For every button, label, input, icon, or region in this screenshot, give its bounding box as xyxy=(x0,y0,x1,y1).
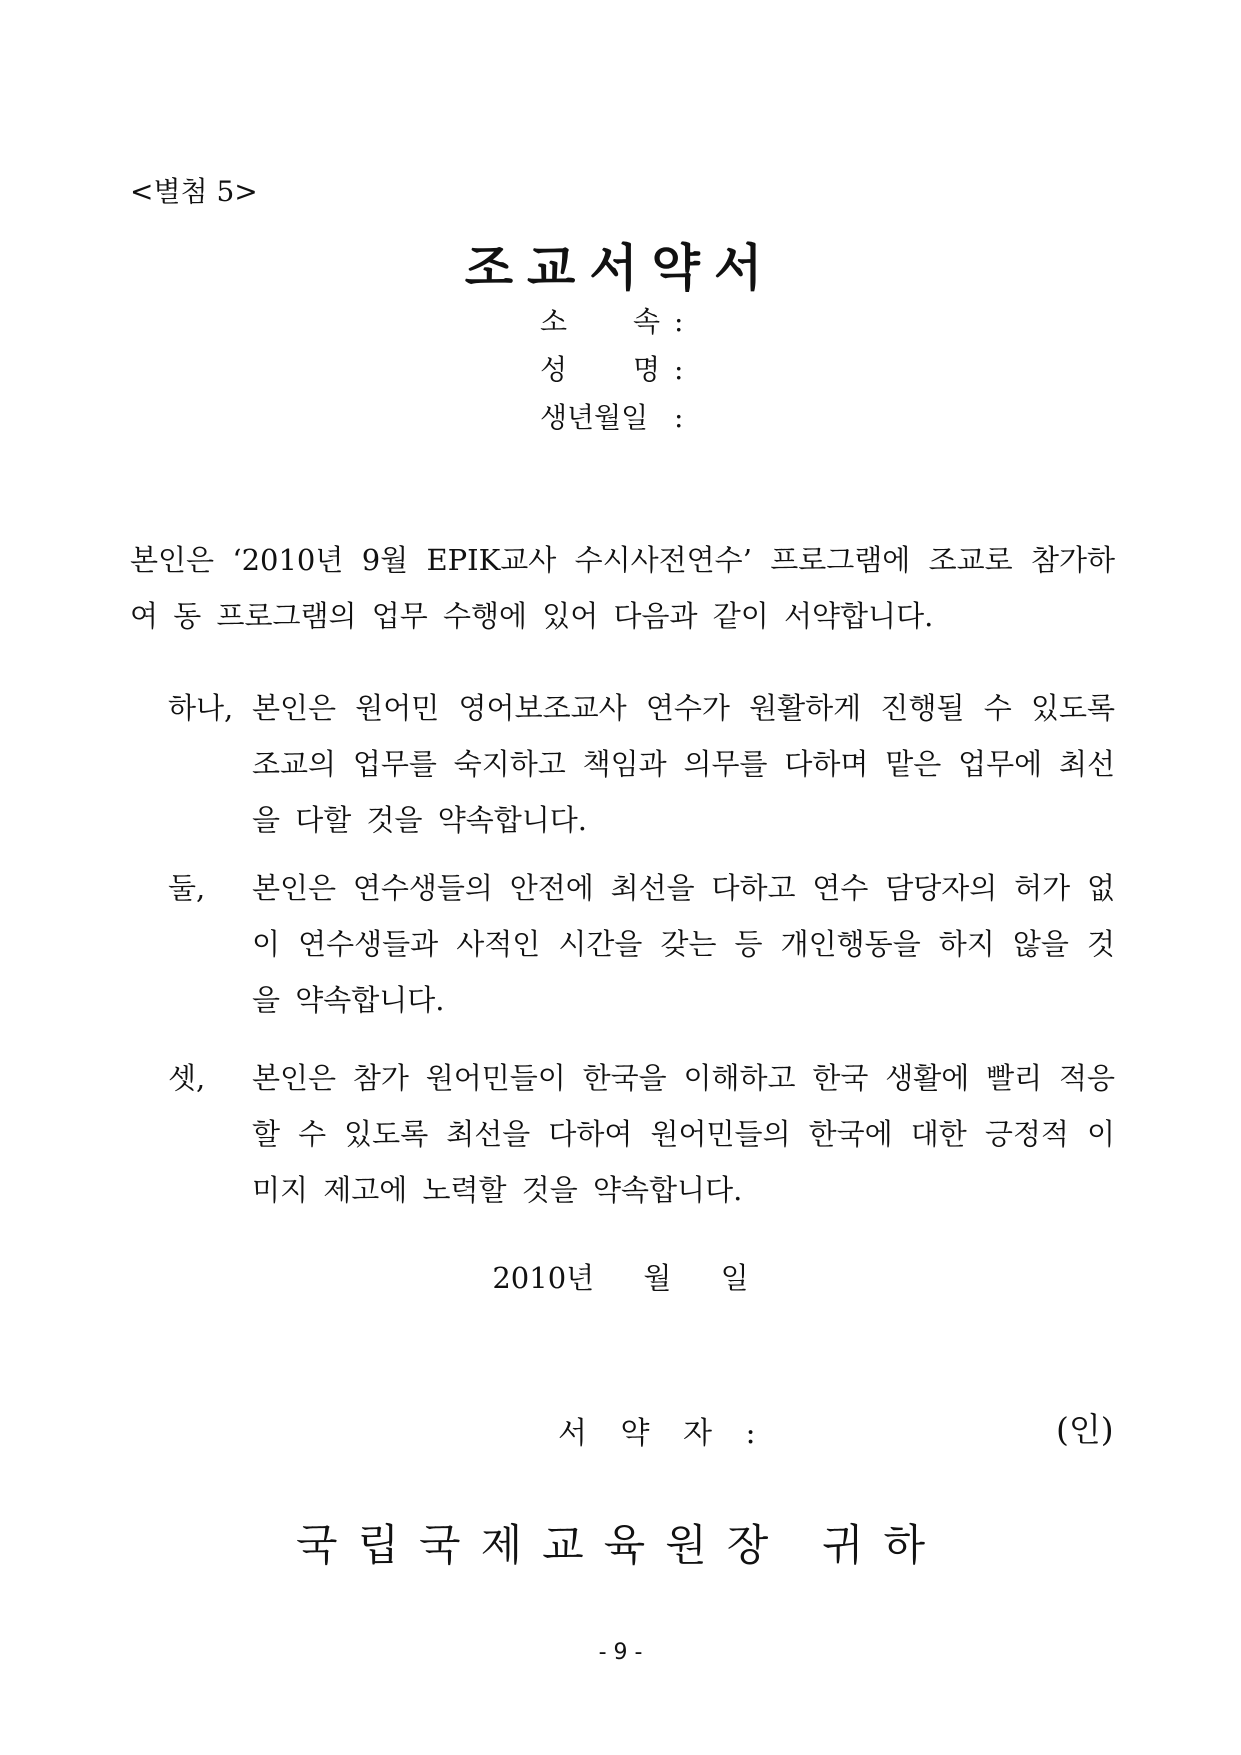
field-birthdate xyxy=(540,396,697,436)
seal-mark: (인) xyxy=(1056,1410,1114,1449)
field-label: 소 속 xyxy=(540,305,660,338)
recipient-line: 국립국제교육원장 귀하 xyxy=(295,1521,946,1571)
pledge-text: 본인은 연수생들의 안전에 최선을 다하고 연수 담당자의 허가 없이 연수생들과 사적인 시간을 갖는 등 개인행동을 하지 않을 것을 약속합니다. xyxy=(252,871,1115,1017)
pledge-item-3 xyxy=(168,1050,1115,1218)
field-affiliation xyxy=(540,300,697,340)
pledge-date: 2010년 월 일 xyxy=(492,1261,749,1295)
document-title: 조교서약서 xyxy=(464,239,777,297)
field-name xyxy=(540,348,697,388)
pledge-text: 본인은 원어민 영어보조교사 연수가 원활하게 진행될 수 있도록 조교의 업무를 숙지하고 책임과 의무를 다하며 맡은 업무에 최선을 다할 것을 약속합니다. xyxy=(252,691,1115,837)
field-colon: : xyxy=(674,353,684,386)
signer-label: 서 약 자 : xyxy=(558,1416,768,1451)
page-number: - 9 - xyxy=(598,1640,643,1665)
field-label: 성 명 xyxy=(540,353,660,386)
pledge-item-1 xyxy=(168,680,1115,848)
field-label: 생년월일 xyxy=(540,401,649,434)
field-colon: : xyxy=(674,305,684,338)
attachment-label: <별첨 5> xyxy=(130,175,258,208)
pledge-text: 본인은 참가 원어민들이 한국을 이해하고 한국 생활에 빨리 적응할 수 있도록 최선을 다하여 원어민들의 한국에 대한 긍정적 이미지 제고에 노력할 것을 약속합니다. xyxy=(252,1061,1115,1207)
pledge-marker: 둘, xyxy=(168,871,206,905)
field-colon: : xyxy=(674,401,684,434)
pledge-item-2 xyxy=(168,860,1115,1028)
intro-paragraph: 본인은 ‘2010년 9월 EPIK교사 수시사전연수’ 프로그램에 조교로 참가하여 동 프로그램의 업무 수행에 있어 다음과 같이 서약합니다. xyxy=(130,543,1115,633)
pledge-marker: 셋, xyxy=(168,1061,206,1095)
pledge-marker: 하나, xyxy=(168,691,234,725)
